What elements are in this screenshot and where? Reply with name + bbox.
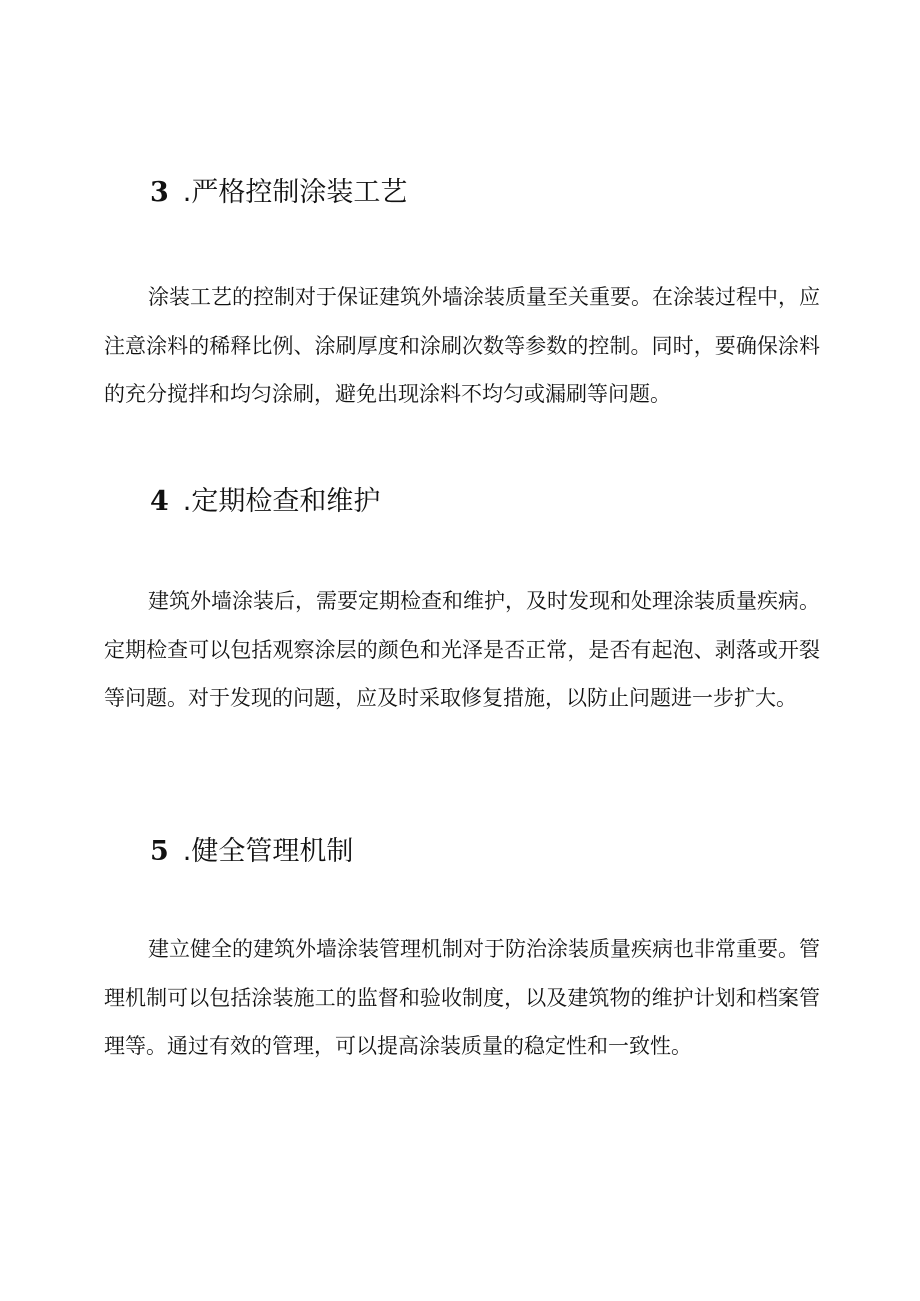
section-3-number: 3	[150, 177, 169, 208]
section-5-paragraph: 建立健全的建筑外墙涂装管理机制对于防治涂装质量疾病也非常重要。管理机制可以包括涂装施工的监督和验收制度，以及建筑物的维护计划和档案管理等。通过有效的管理，可以提高涂装质量的稳定性和一致性。	[104, 937, 820, 1058]
section-4-paragraph: 建筑外墙涂装后，需要定期检查和维护，及时发现和处理涂装质量疾病。定期检查可以包括观察涂层的颜色和光泽是否正常，是否有起泡、剥落或开裂等问题。对于发现的问题，应及时采取修复措施，以防止问题进一步扩大。	[104, 589, 820, 710]
section-5-title: .健全管理机制	[182, 836, 354, 867]
section-4-heading	[150, 485, 380, 519]
section-4-title: .定期检查和维护	[182, 486, 381, 517]
section-3-title: .严格控制涂装工艺	[182, 177, 408, 208]
section-5-number: 5	[150, 836, 169, 867]
section-3-paragraph: 涂装工艺的控制对于保证建筑外墙涂装质量至关重要。在涂装过程中，应注意涂料的稀释比例、涂刷厚度和涂刷次数等参数的控制。同时，要确保涂料的充分搅拌和均匀涂刷，避免出现涂料不均匀或漏刷等问题。	[104, 285, 820, 406]
section-5-heading	[150, 835, 353, 869]
section-4-number: 4	[150, 486, 169, 517]
section-3-heading	[150, 176, 407, 210]
